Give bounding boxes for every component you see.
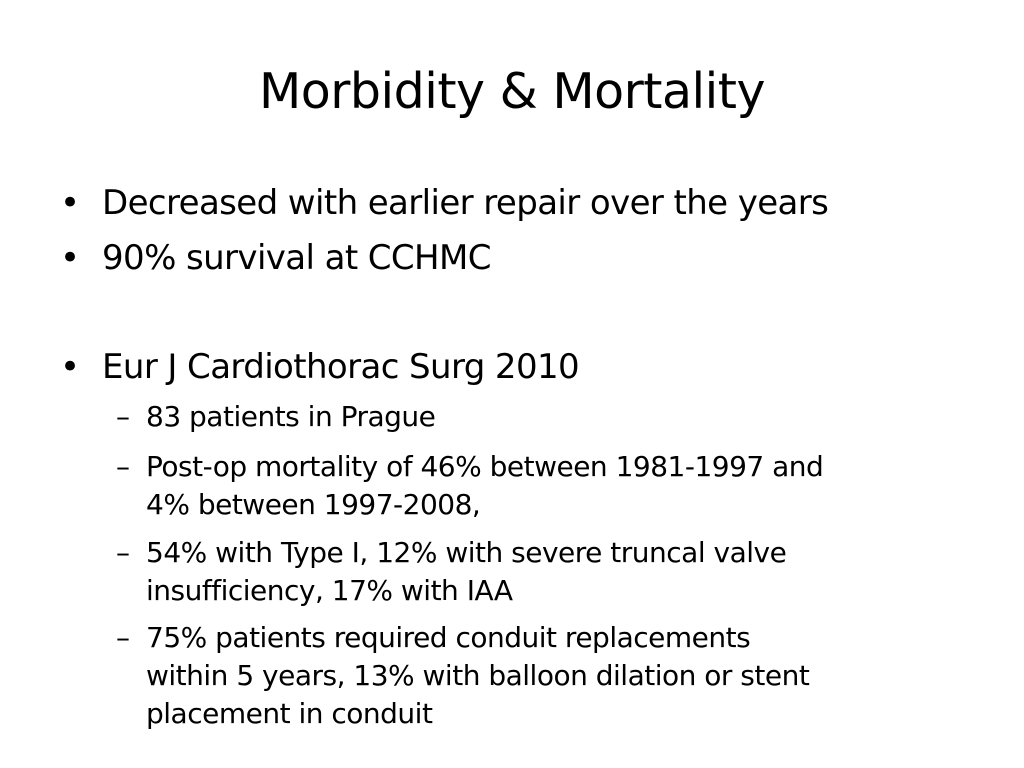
- sub-bullet-line: 75% patients required conduit replacements: [146, 621, 751, 654]
- bullet-text: 90% survival at CCHMC: [102, 238, 491, 278]
- slide-title: Morbidity & Mortality: [259, 63, 765, 120]
- dash-icon: –: [116, 536, 130, 569]
- sub-bullet-item: [116, 619, 976, 733]
- sub-bullet-text: [146, 448, 966, 524]
- sub-bullet-text: [146, 619, 966, 733]
- bullet-icon: •: [60, 347, 80, 387]
- sub-bullet-text: [146, 398, 966, 436]
- bullet-icon: •: [60, 238, 80, 278]
- dash-icon: –: [116, 400, 130, 433]
- sub-bullet-text: [146, 534, 966, 610]
- sub-bullet-line: 83 patients in Prague: [146, 400, 436, 433]
- dash-icon: –: [116, 450, 130, 483]
- sub-bullet-line: insufficiency, 17% with IAA: [146, 574, 513, 607]
- sub-bullet-item: [116, 398, 976, 436]
- sub-bullet-line: within 5 years, 13% with balloon dilation or stent: [146, 659, 810, 692]
- sub-bullet-line: placement in conduit: [146, 697, 433, 730]
- sub-bullet-line: Post-op mortality of 46% between 1981-1997 and: [146, 450, 824, 483]
- sub-bullet-item: [116, 448, 976, 524]
- sub-bullet-line: 4% between 1997-2008,: [146, 488, 481, 521]
- sub-bullet-item: [116, 534, 976, 610]
- dash-icon: –: [116, 621, 130, 654]
- bullet-text: Decreased with earlier repair over the years: [102, 183, 829, 223]
- bullet-text: Eur J Cardiothorac Surg 2010: [102, 347, 580, 387]
- sub-bullet-line: 54% with Type I, 12% with severe truncal valve: [146, 536, 787, 569]
- bullet-icon: •: [60, 183, 80, 223]
